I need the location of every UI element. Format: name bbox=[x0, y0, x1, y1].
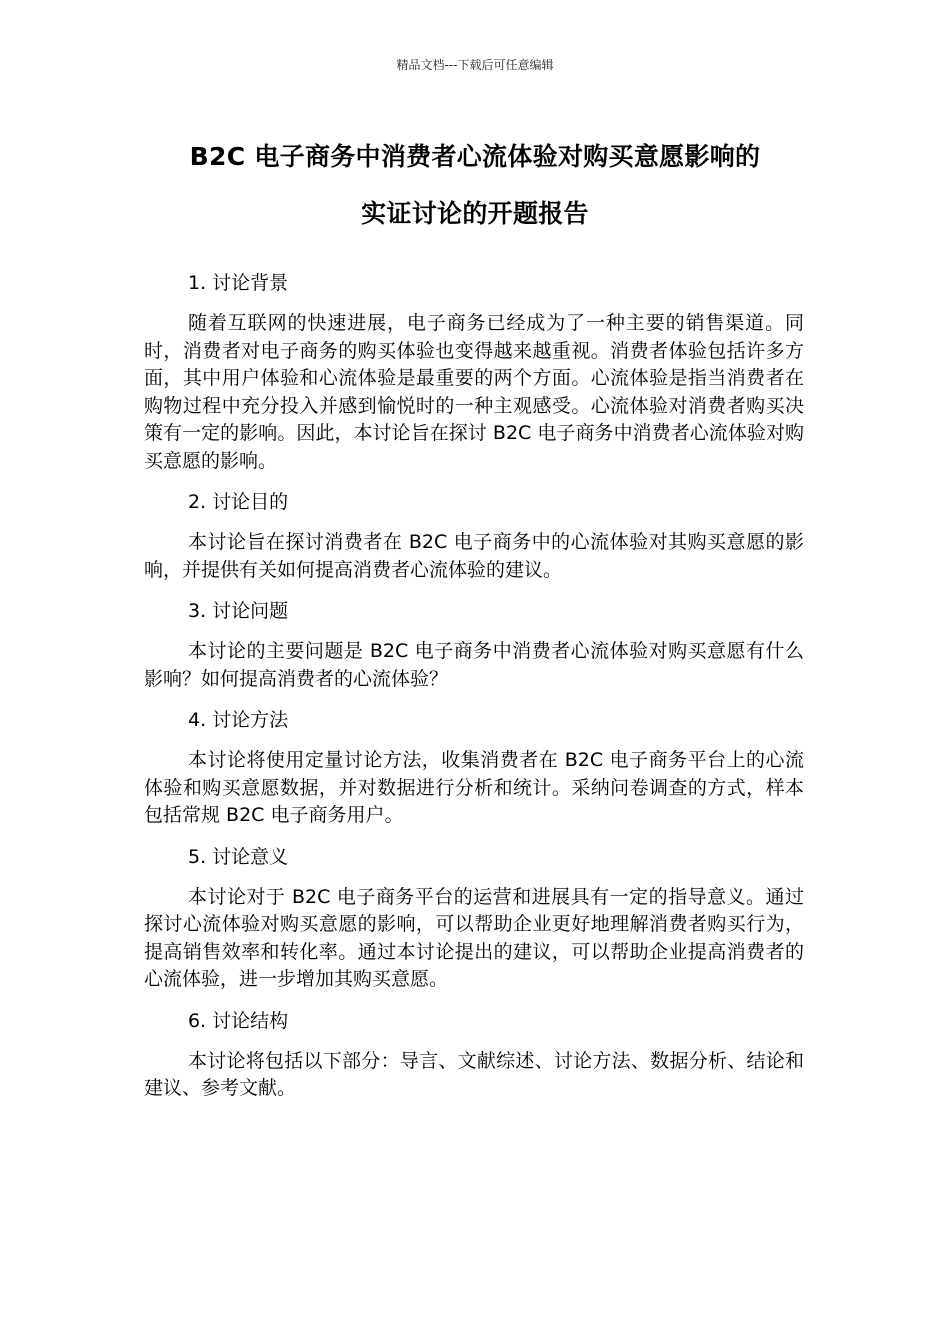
section-heading-methods: 4. 讨论方法 bbox=[188, 709, 289, 731]
section-heading-purpose: 2. 讨论目的 bbox=[188, 491, 289, 513]
title-line-2: 实证讨论的开题报告 bbox=[361, 199, 589, 228]
title-line-1: B2C 电子商务中消费者心流体验对购买意愿影响的 bbox=[189, 142, 761, 171]
document-body bbox=[144, 270, 804, 1117]
page-header-note: 精品文档---下载后可任意编辑 bbox=[396, 58, 554, 72]
section-heading-questions: 3. 讨论问题 bbox=[188, 600, 289, 622]
document-title bbox=[120, 128, 830, 242]
section-heading-structure: 6. 讨论结构 bbox=[188, 1009, 289, 1032]
section-heading-background: 1. 讨论背景 bbox=[188, 272, 289, 294]
section-body-methods: 本讨论将使用定量讨论方法，收集消费者在 B2C 电子商务平台上的心流体验和购买意愿数据，并对数据进行分析和统计。采纳问卷调查的方式，样本包括常规 B2C 电子商务用户。 bbox=[144, 749, 804, 826]
section-body-background: 随着互联网的快速进展，电子商务已经成为了一种主要的销售渠道。同时，消费者对电子商务的购买体验也变得越来越重视。消费者体验包括许多方面，其中用户体验和心流体验是最重要的两个方面。心流体验是指当消费者在购物过程中充分投入并感到愉悦时的一种主观感受。心流体验对消费者购买决策有一定的影响。因此，本讨论旨在探讨 B2C 电子商务中消费者心流体验对购买意愿的影响。 bbox=[144, 312, 804, 472]
section-heading-significance: 5. 讨论意义 bbox=[188, 845, 289, 868]
section-body-questions: 本讨论的主要问题是 B2C 电子商务中消费者心流体验对购买意愿有什么影响？如何提高消费者的心流体验？ bbox=[144, 640, 804, 690]
section-body-purpose: 本讨论旨在探讨消费者在 B2C 电子商务中的心流体验对其购买意愿的影响，并提供有关如何提高消费者心流体验的建议。 bbox=[144, 531, 804, 581]
section-body-structure: 本讨论将包括以下部分：导言、文献综述、讨论方法、数据分析、结论和建议、参考文献。 bbox=[144, 1049, 804, 1099]
section-body-significance: 本讨论对于 B2C 电子商务平台的运营和进展具有一定的指导意义。通过探讨心流体验对购买意愿的影响，可以帮助企业更好地理解消费者购买行为，提高销售效率和转化率。通过本讨论提出的建议，可以帮助企业提高消费者的心流体验，进一步增加其购买意愿。 bbox=[144, 885, 804, 990]
